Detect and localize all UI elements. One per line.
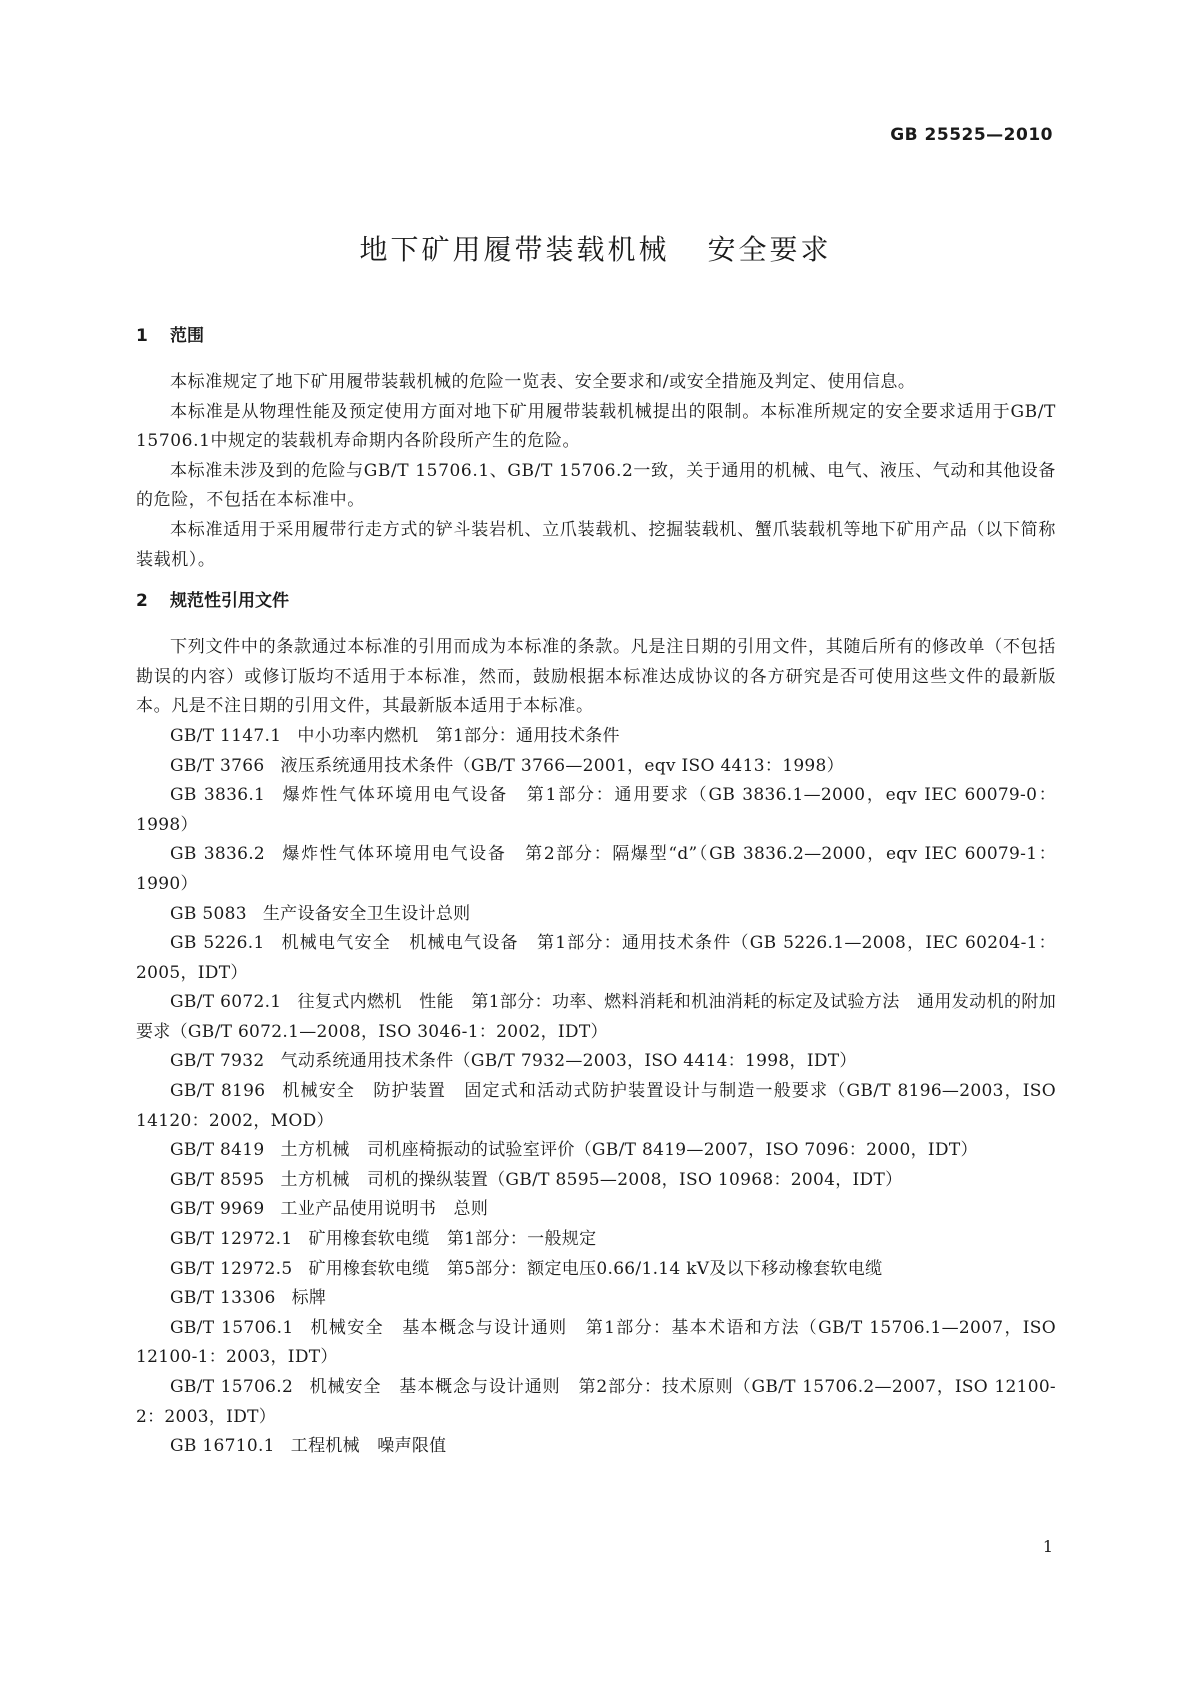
- page-number: 1: [1042, 1537, 1053, 1556]
- reference-code: GB/T 8196: [170, 1081, 266, 1102]
- reference-title: 矿用橡套软电缆 第1部分：一般规定: [308, 1229, 597, 1250]
- section-title: 规范性引用文件: [170, 591, 289, 612]
- title-part-2: 安全要求: [707, 233, 832, 266]
- section-number: 2: [136, 591, 148, 612]
- reference-code: GB 16710.1: [170, 1436, 275, 1457]
- reference-list: [136, 722, 1056, 1462]
- reference-item: [136, 1373, 1056, 1432]
- reference-code: GB/T 9969: [170, 1199, 265, 1220]
- reference-code: GB/T 13306: [170, 1288, 276, 1309]
- paragraph: 本标准是从物理性能及预定使用方面对地下矿用履带装载机械提出的限制。本标准所规定的安全要求适用于GB/T 15706.1中规定的装载机寿命期内各阶段所产生的危险。: [136, 401, 1056, 452]
- reference-code: GB 5226.1: [170, 933, 265, 954]
- reference-code: GB/T 7932: [170, 1051, 265, 1072]
- reference-code: GB/T 12972.5: [170, 1258, 293, 1279]
- reference-code: GB/T 8419: [170, 1140, 265, 1161]
- reference-title: 往复式内燃机 性能 第1部分：功率、燃料消耗和机油消耗的标定及试验方法 通用发动机的附加要求（GB/T 6072.1—2008，ISO 3046-1：2002，IDT）: [136, 992, 1057, 1042]
- section-2-intro: 下列文件中的条款通过本标准的引用而成为本标准的条款。凡是注日期的引用文件，其随后所有的修改单（不包括勘误的内容）或修订版均不适用于本标准，然而，鼓励根据本标准达成协议的各方研究是否可使用这些文件的最新版本。凡是不注日期的引用文件，其最新版本适用于本标准。: [136, 637, 1056, 717]
- reference-code: GB/T 1147.1: [170, 725, 282, 746]
- reference-code: GB/T 15706.1: [170, 1317, 294, 1338]
- standard-code: GB 25525—2010: [890, 125, 1053, 145]
- reference-item: [136, 900, 1056, 930]
- reference-item: [136, 722, 1056, 752]
- section-title: 范围: [170, 326, 204, 346]
- document-body: [136, 322, 1056, 1462]
- reference-item: [136, 988, 1056, 1047]
- reference-item: [136, 1284, 1056, 1314]
- reference-item: [136, 929, 1056, 988]
- reference-title: 机械电气安全 机械电气设备 第1部分：通用技术条件（GB 5226.1—2008，IEC 60204-1：2005，IDT）: [136, 933, 1056, 983]
- paragraph: 本标准规定了地下矿用履带装载机械的危险一览表、安全要求和/或安全措施及判定、使用信息。: [170, 372, 916, 392]
- section-number: 1: [136, 326, 148, 346]
- reference-item: [136, 840, 1056, 899]
- reference-title: 工程机械 噪声限值: [290, 1436, 447, 1457]
- reference-item: [136, 1166, 1056, 1196]
- reference-title: 爆炸性气体环境用电气设备 第2部分：隔爆型“d”（GB 3836.2—2000，eqv IEC 60079-1：1990）: [136, 844, 1056, 894]
- reference-title: 爆炸性气体环境用电气设备 第1部分：通用要求（GB 3836.1—2000，eqv IEC 60079-0：1998）: [136, 785, 1056, 835]
- reference-title: 机械安全 基本概念与设计通则 第2部分：技术原则（GB/T 15706.2—2007，ISO 12100-2：2003，IDT）: [136, 1377, 1056, 1427]
- reference-item: [136, 1047, 1056, 1077]
- reference-code: GB/T 15706.2: [170, 1377, 294, 1397]
- reference-item: [136, 1195, 1056, 1225]
- reference-title: 液压系统通用技术条件（GB/T 3766—2001，eqv ISO 4413：1998）: [280, 755, 844, 776]
- reference-item: [136, 781, 1056, 840]
- reference-item: [136, 1077, 1056, 1136]
- reference-title: 机械安全 防护装置 固定式和活动式防护装置设计与制造一般要求（GB/T 8196—2003，ISO 14120：2002，MOD）: [136, 1081, 1056, 1131]
- reference-title: 中小功率内燃机 第1部分：通用技术条件: [297, 725, 620, 746]
- reference-item: [136, 1314, 1056, 1373]
- title-part-1: 地下矿用履带装载机械: [359, 233, 670, 266]
- reference-item: [136, 1432, 1056, 1462]
- reference-code: GB 3836.2: [170, 844, 266, 865]
- reference-title: 机械安全 基本概念与设计通则 第1部分：基本术语和方法（GB/T 15706.1—2007，ISO 12100-1：2003，IDT）: [136, 1317, 1056, 1368]
- reference-code: GB 5083: [170, 903, 247, 924]
- section-2-heading: [136, 587, 1056, 615]
- reference-title: 生产设备安全卫生设计总则: [262, 903, 471, 924]
- reference-code: GB/T 12972.1: [170, 1229, 293, 1250]
- reference-title: 土方机械 司机座椅振动的试验室评价（GB/T 8419—2007，ISO 7096：2000，IDT）: [280, 1140, 978, 1161]
- reference-title: 工业产品使用说明书 总则: [280, 1199, 489, 1220]
- reference-code: GB/T 6072.1: [170, 992, 282, 1013]
- reference-title: 标牌: [291, 1288, 327, 1309]
- section-1-heading: [136, 322, 1056, 350]
- reference-code: GB/T 3766: [170, 755, 265, 776]
- reference-title: 气动系统通用技术条件（GB/T 7932—2003，ISO 4414：1998，IDT）: [280, 1051, 857, 1072]
- reference-item: [136, 1225, 1056, 1255]
- reference-item: [136, 1255, 1056, 1285]
- paragraph: 本标准未涉及到的危险与GB/T 15706.1、GB/T 15706.2一致，关于通用的机械、电气、液压、气动和其他设备的危险，不包括在本标准中。: [136, 460, 1056, 511]
- paragraph: 本标准适用于采用履带行走方式的铲斗装岩机、立爪装载机、挖掘装载机、蟹爪装载机等地下矿用产品（以下简称装载机）。: [136, 519, 1056, 570]
- reference-item: [136, 752, 1056, 782]
- document-title: [0, 228, 1191, 268]
- reference-title: 矿用橡套软电缆 第5部分：额定电压0.66/1.14 kV及以下移动橡套软电缆: [308, 1258, 883, 1279]
- reference-title: 土方机械 司机的操纵装置（GB/T 8595—2008，ISO 10968：2004，IDT）: [280, 1169, 903, 1190]
- reference-code: GB/T 8595: [170, 1169, 265, 1190]
- reference-item: [136, 1136, 1056, 1166]
- reference-code: GB 3836.1: [170, 785, 266, 806]
